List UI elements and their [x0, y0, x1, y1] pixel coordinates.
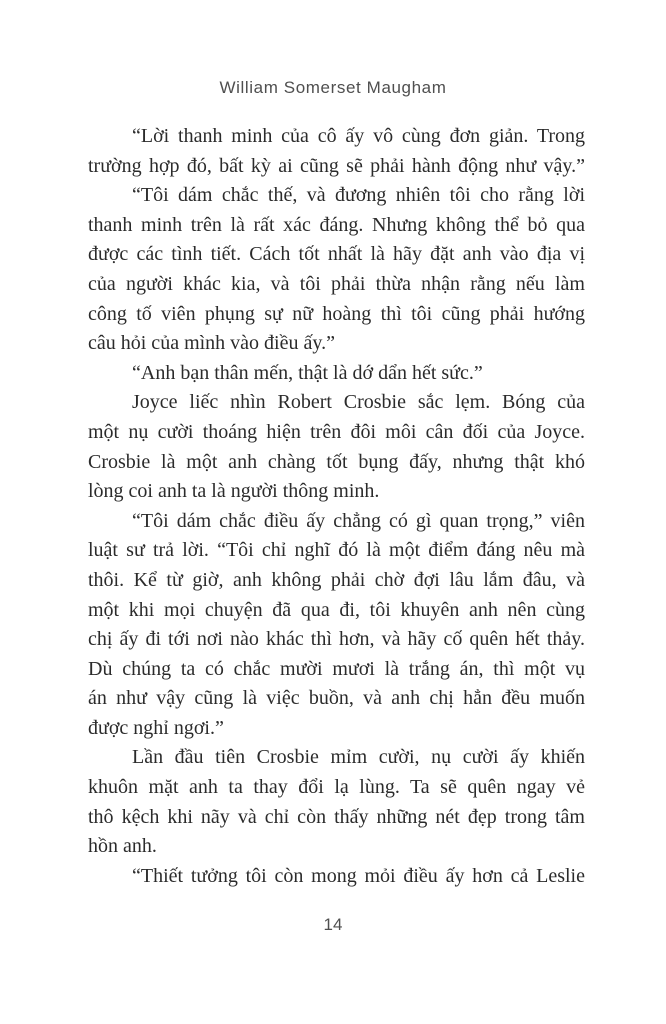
text-line: thanh minh trên là rất xác đáng. Nhưng không thể bỏ qua	[88, 213, 585, 236]
text-line: thôi. Kể từ giờ, anh không phải chờ đợi lâu lắm đâu, và	[88, 568, 585, 591]
text-line: án như vậy cũng là việc buồn, và anh chị hẳn đều muốn	[88, 687, 585, 710]
text-line: Crosbie là một anh chàng tốt bụng đấy, nhưng thật khó	[88, 450, 585, 473]
text-line: “Lời thanh minh của cô ấy vô cùng đơn giản. Trong	[132, 125, 585, 147]
text-line: được nghỉ ngơi.”	[88, 716, 224, 739]
text-line: Lần đầu tiên Crosbie mỉm cười, nụ cười ấy khiến	[132, 746, 585, 769]
text-line: khuôn mặt anh ta thay đổi lạ lùng. Ta sẽ quên ngay vẻ	[88, 776, 585, 799]
text-line: Dù chúng ta có chắc mười mươi là trắng án, thì một vụ	[88, 657, 585, 680]
text-line: công tố viên phụng sự nữ hoàng thì tôi cũng phải hướng	[88, 302, 585, 325]
text-line: chị ấy đi tới nơi nào khác thì hơn, và hãy cố quên hết thảy.	[88, 628, 585, 651]
text-line: của người khác kia, và tôi phải thừa nhận rằng nếu làm	[88, 272, 585, 295]
text-line: trường hợp đó, bất kỳ ai cũng sẽ phải hành động như vậy.”	[88, 154, 585, 177]
text-line: thô kệch khi nãy và chỉ còn thấy những nét đẹp trong tâm	[88, 805, 585, 828]
page-number: 14	[323, 915, 343, 934]
text-line: hồn anh.	[88, 835, 157, 858]
text-line: “Tôi dám chắc thế, và đương nhiên tôi cho rằng lời	[132, 184, 585, 207]
text-line: một khi mọi chuyện đã qua đi, tôi khuyên anh nên cùng	[88, 598, 585, 621]
text-line: “Thiết tưởng tôi còn mong mỏi điều ấy hơn cả Leslie	[132, 864, 585, 887]
text-line: lòng coi anh ta là người thông minh.	[88, 480, 380, 503]
text-block	[88, 122, 585, 891]
text-line: được các tình tiết. Cách tốt nhất là hãy đặt anh vào địa vị	[88, 243, 585, 266]
text-line: “Anh bạn thân mến, thật là dớ dẩn hết sức.”	[132, 361, 483, 384]
text-line: một nụ cười thoáng hiện trên đôi môi cân đối của Joyce.	[88, 420, 585, 443]
text-line: luật sư trả lời. “Tôi chỉ nghĩ đó là một điểm đáng nêu mà	[88, 539, 585, 562]
text-line: Joyce liếc nhìn Robert Crosbie sắc lẹm. Bóng của	[132, 391, 585, 414]
text-line: “Tôi dám chắc điều ấy chẳng có gì quan trọng,” viên	[132, 509, 585, 532]
running-header: William Somerset Maugham	[219, 78, 447, 97]
text-line: câu hỏi của mình vào điều ấy.”	[88, 332, 335, 355]
